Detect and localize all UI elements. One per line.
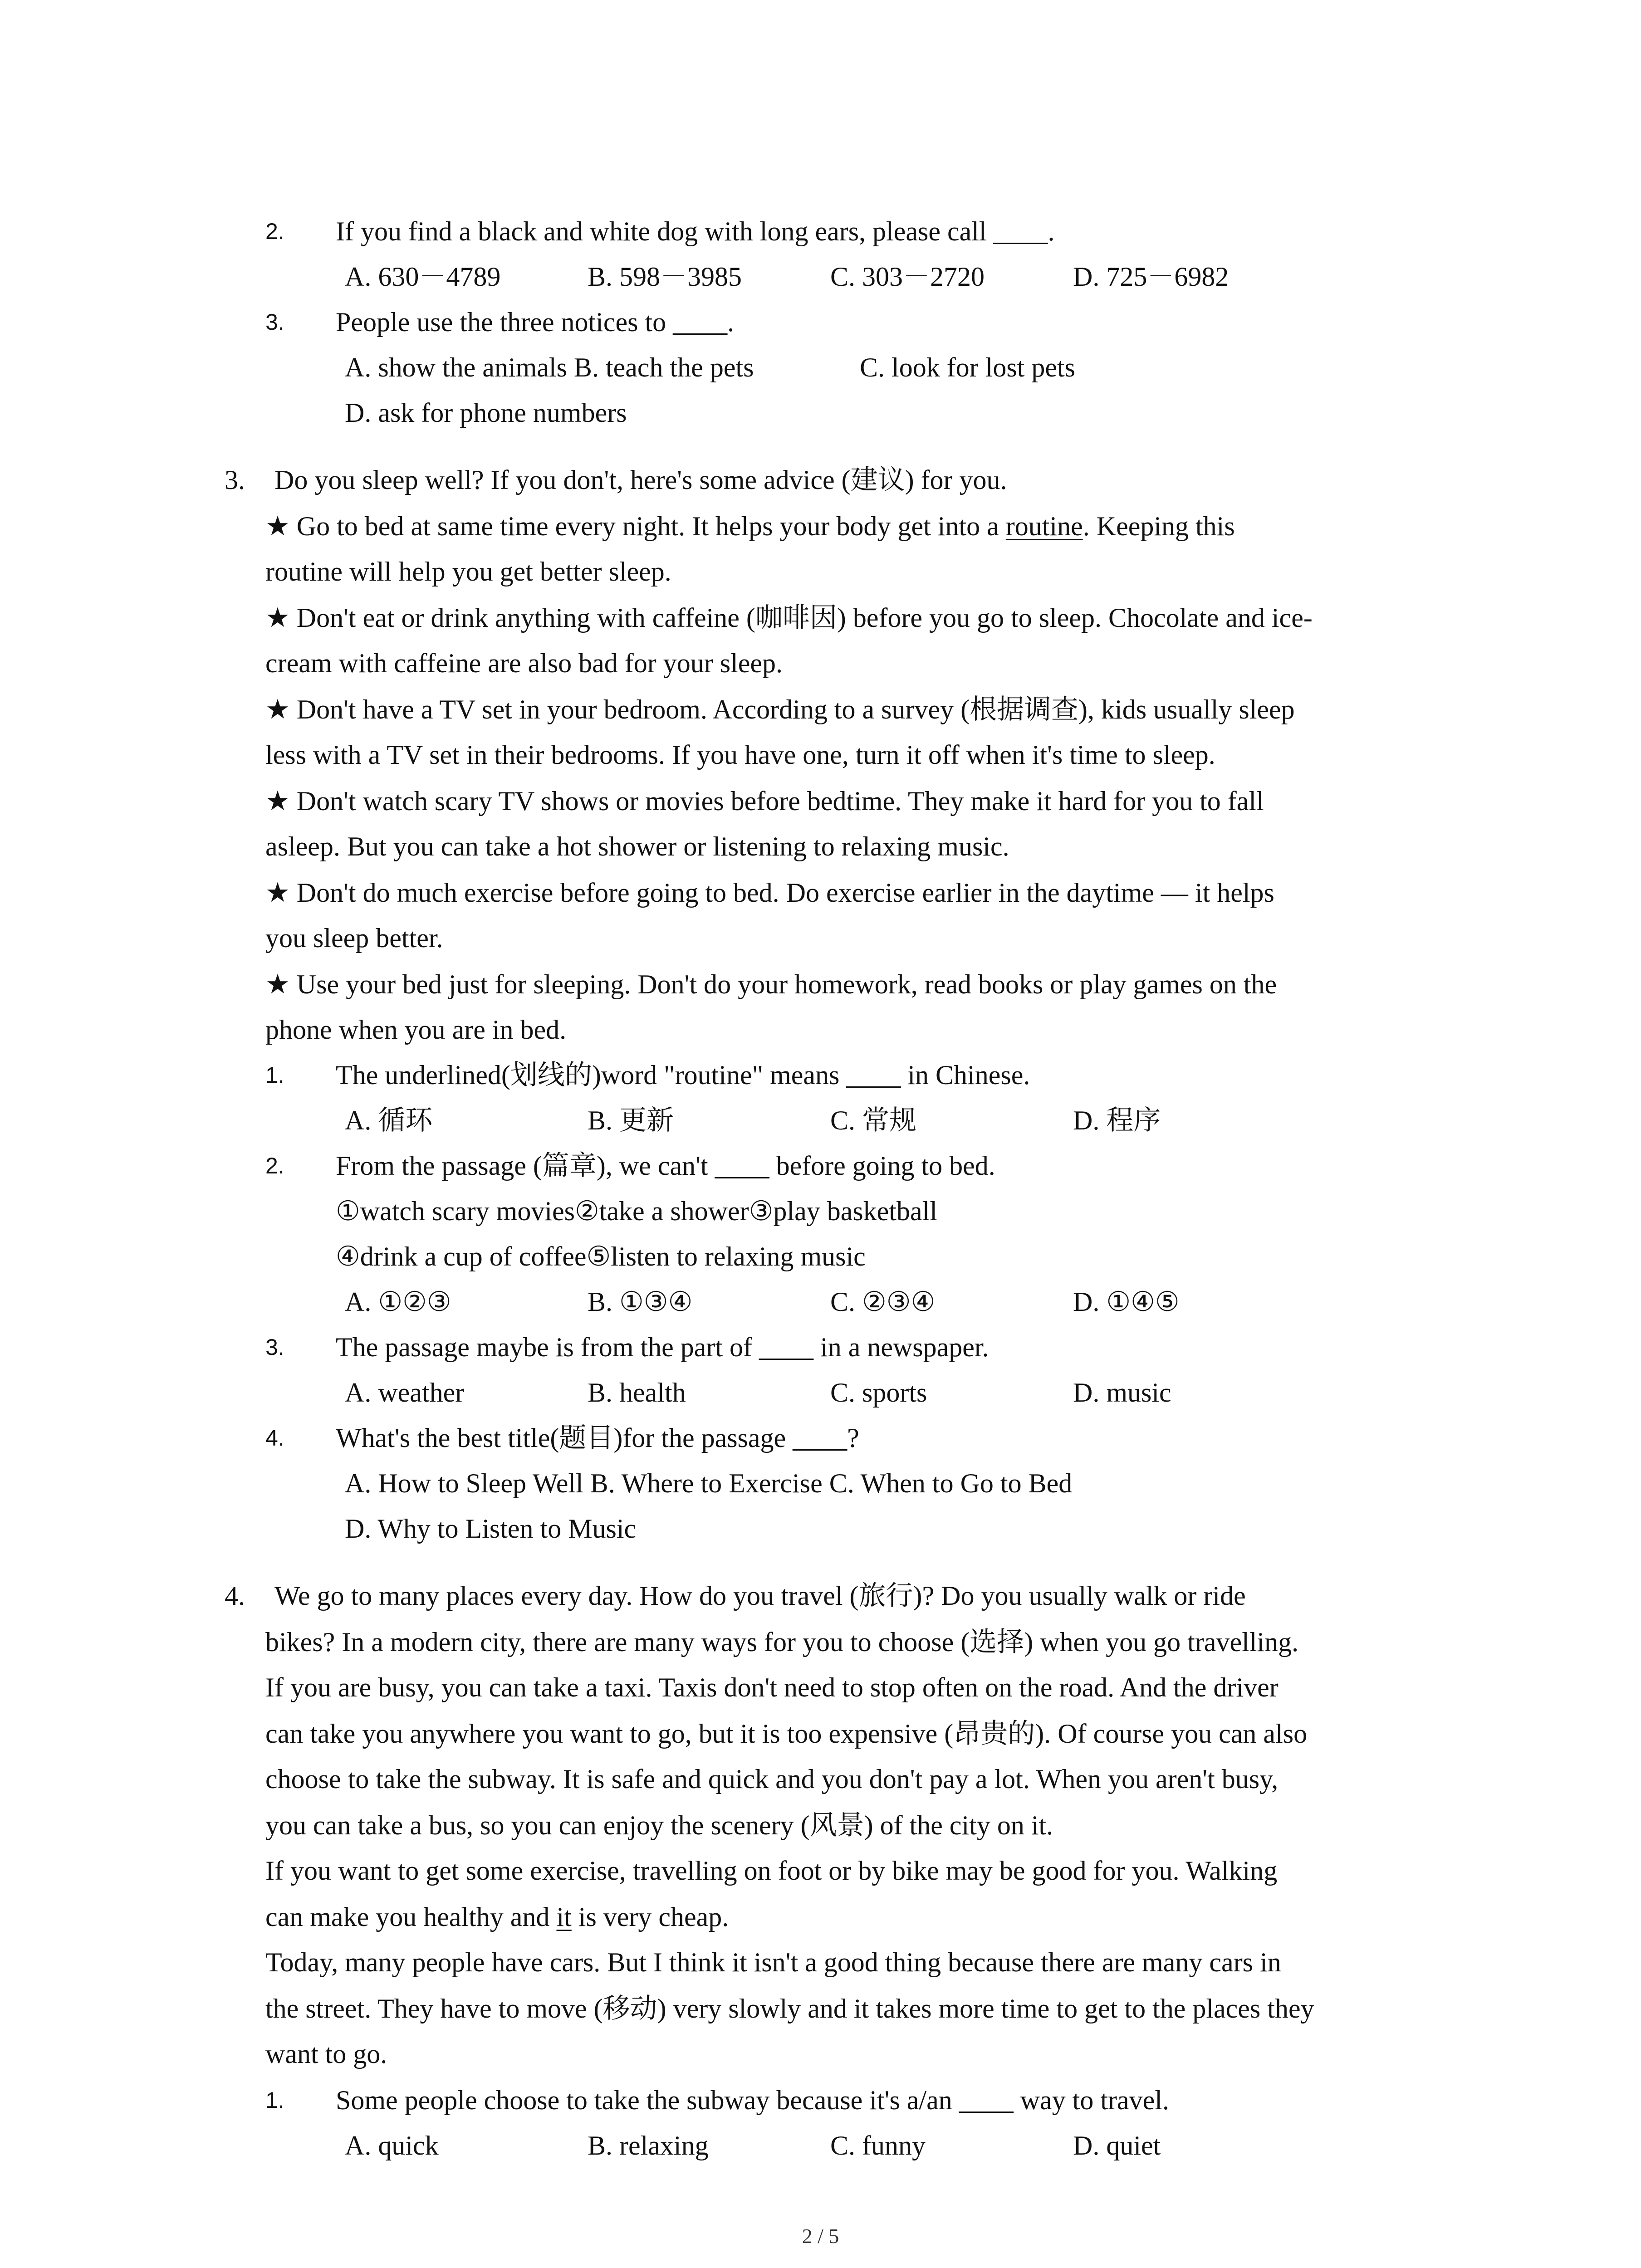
page-number: 2 / 5: [802, 2224, 839, 2248]
passage-line: want to go.: [265, 2039, 387, 2069]
passage-line: less with a TV set in their bedrooms. If you have one, turn it off when it's time to sleep.: [265, 740, 1215, 770]
passage-line: can make you healthy and it is very cheap.: [265, 1902, 729, 1932]
option-d: D. Why to Listen to Music: [345, 1514, 637, 1544]
passage-line: We go to many places every day. How do you travel (旅行)? Do you usually walk or ride: [274, 1581, 1246, 1611]
choice-list-line: ④drink a cup of coffee⑤listen to relaxing music: [336, 1242, 866, 1271]
option-ab: A. show the animals B. teach the pets: [345, 352, 754, 382]
option-d: D. ①④⑤: [1073, 1287, 1180, 1317]
option-b: B. health: [588, 1378, 686, 1408]
option-c: C. 303－2720: [830, 262, 985, 292]
question-stem: People use the three notices to ____.: [336, 307, 735, 337]
option-a: A. quick: [345, 2131, 439, 2160]
option-a: A. weather: [345, 1378, 465, 1408]
underlined-word: routine: [1005, 511, 1083, 541]
item-number: 4.: [265, 1425, 284, 1451]
item-number: 3.: [265, 309, 284, 335]
option-c: C. ②③④: [830, 1287, 936, 1317]
passage-line: ★ Don't do much exercise before going to bed. Do exercise earlier in the daytime — it helps: [265, 878, 1274, 908]
option-c: C. look for lost pets: [860, 352, 1075, 382]
question-stem: If you find a black and white dog with long ears, please call ____.: [336, 216, 1055, 246]
option-a: A. 循环: [345, 1105, 433, 1135]
passage-line: you sleep better.: [265, 923, 443, 953]
passage-line: If you want to get some exercise, travelling on foot or by bike may be good for you. Walking: [265, 1856, 1278, 1886]
passage-line: ★ Go to bed at same time every night. It helps your body get into a routine. Keeping this: [265, 511, 1235, 541]
question-stem: The underlined(划线的)word "routine" means ____ in Chinese.: [336, 1060, 1030, 1090]
item-number: 1.: [265, 2087, 284, 2113]
passage-line: Do you sleep well? If you don't, here's some advice (建议) for you.: [274, 465, 1007, 495]
option-c: C. sports: [830, 1378, 927, 1408]
option-d: D. music: [1073, 1378, 1171, 1408]
item-number: 2.: [265, 1153, 284, 1178]
option-a: A. 630－4789: [345, 262, 501, 292]
item-number: 3.: [265, 1334, 284, 1360]
option-b: B. relaxing: [588, 2131, 709, 2160]
option-c: C. funny: [830, 2131, 926, 2160]
passage-line: ★ Use your bed just for sleeping. Don't do your homework, read books or play games on the: [265, 969, 1277, 999]
option-d: D. ask for phone numbers: [345, 398, 627, 428]
option-d: D. quiet: [1073, 2131, 1161, 2160]
passage-line: bikes? In a modern city, there are many ways for you to choose (选择) when you go travelling.: [265, 1627, 1299, 1657]
passage-line: ★ Don't have a TV set in your bedroom. According to a survey (根据调查), kids usually sleep: [265, 694, 1295, 724]
option-d: D. 程序: [1073, 1105, 1161, 1135]
passage-line: routine will help you get better sleep.: [265, 557, 671, 587]
passage-line: Today, many people have cars. But I think it isn't a good thing because there are many cars in: [265, 1947, 1281, 1977]
underlined-word: it: [556, 1902, 572, 1932]
passage-line: If you are busy, you can take a taxi. Taxis don't need to stop often on the road. And the driver: [265, 1672, 1279, 1702]
item-number: 2.: [265, 219, 284, 244]
passage-line: asleep. But you can take a hot shower or listening to relaxing music.: [265, 831, 1009, 861]
passage-line: can take you anywhere you want to go, but it is too expensive (昂贵的). Of course you can also: [265, 1719, 1308, 1749]
passage-line: the street. They have to move (移动) very slowly and it takes more time to get to the places they: [265, 1994, 1314, 2024]
question-number: 3.: [225, 465, 245, 495]
option-b: B. 更新: [588, 1105, 674, 1135]
question-stem: What's the best title(题目)for the passage ____?: [336, 1423, 859, 1453]
option-abc: A. How to Sleep Well B. Where to Exercise C. When to Go to Bed: [345, 1468, 1073, 1498]
question-stem: From the passage (篇章), we can't ____ before going to bed.: [336, 1151, 995, 1181]
passage-line: ★ Don't watch scary TV shows or movies before bedtime. They make it hard for you to fall: [265, 786, 1264, 816]
option-a: A. ①②③: [345, 1287, 451, 1317]
option-d: D. 725－6982: [1073, 262, 1229, 292]
question-stem: Some people choose to take the subway because it's a/an ____ way to travel.: [336, 2085, 1169, 2115]
option-c: C. 常规: [830, 1105, 917, 1135]
passage-line: you can take a bus, so you can enjoy the scenery (风景) of the city on it.: [265, 1810, 1053, 1840]
item-number: 1.: [265, 1062, 284, 1088]
choice-list-line: ①watch scary movies②take a shower③play basketball: [336, 1196, 937, 1226]
question-number: 4.: [225, 1581, 245, 1611]
option-b: B. ①③④: [588, 1287, 693, 1317]
option-b: B. 598－3985: [588, 262, 742, 292]
passage-line: choose to take the subway. It is safe and quick and you don't pay a lot. When you aren't busy,: [265, 1764, 1279, 1794]
question-stem: The passage maybe is from the part of ____ in a newspaper.: [336, 1332, 989, 1362]
passage-line: ★ Don't eat or drink anything with caffeine (咖啡因) before you go to sleep. Chocolate and ice-: [265, 603, 1313, 633]
passage-line: cream with caffeine are also bad for your sleep.: [265, 648, 783, 678]
passage-line: phone when you are in bed.: [265, 1015, 567, 1045]
